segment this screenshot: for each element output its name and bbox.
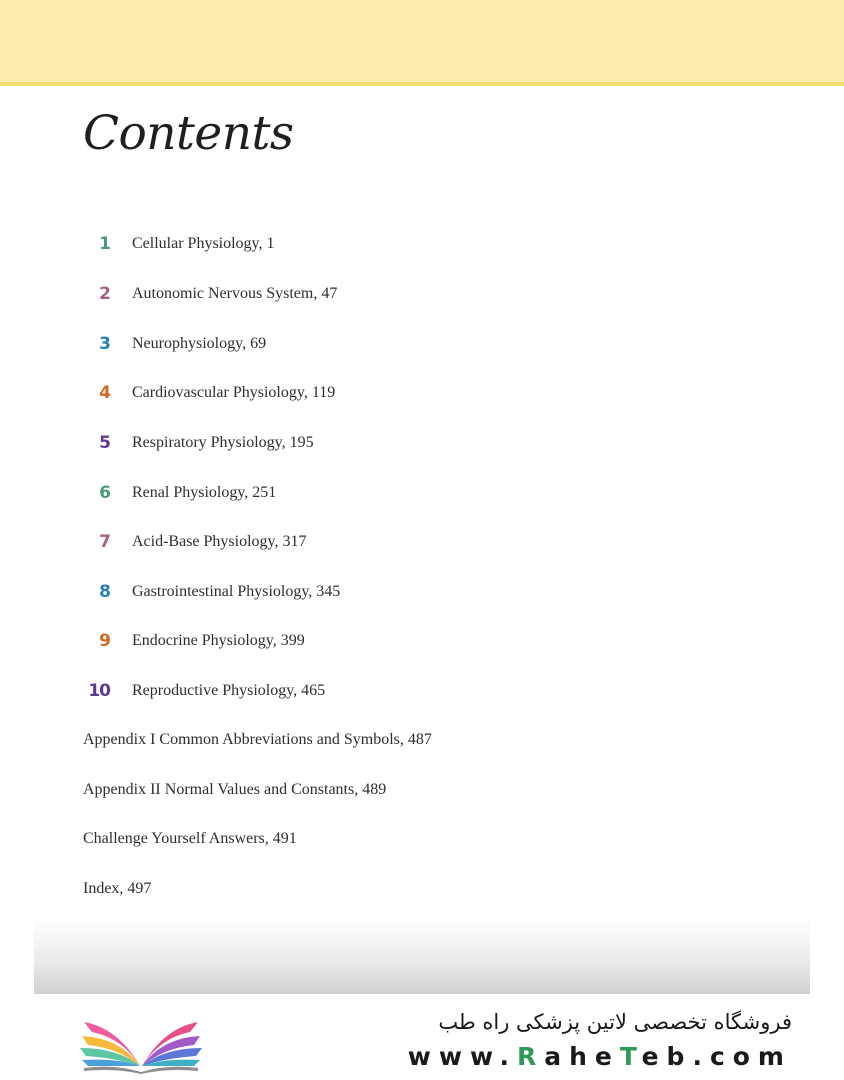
toc-chapter-7[interactable] xyxy=(80,528,307,556)
toc-appendix-2[interactable]: Appendix II Normal Values and Constants, 489 xyxy=(83,781,387,798)
chapter-title: Cellular Physiology, 1 xyxy=(132,235,275,252)
chapter-number: 10 xyxy=(88,681,110,701)
toc-chapter-3[interactable] xyxy=(80,330,266,358)
toc-chapter-4[interactable] xyxy=(80,379,335,407)
chapter-number: 4 xyxy=(99,383,110,403)
url-part: eb.com xyxy=(641,1042,792,1071)
toc-chapter-8[interactable] xyxy=(80,578,340,606)
toc-chapter-1[interactable] xyxy=(80,230,275,258)
chapter-number: 9 xyxy=(99,631,110,651)
chapter-title: Cardiovascular Physiology, 119 xyxy=(132,384,336,401)
chapter-number: 1 xyxy=(99,234,110,254)
url-part: ahe xyxy=(544,1042,620,1071)
book-logo-icon xyxy=(78,1008,204,1074)
store-url-link[interactable] xyxy=(408,1042,792,1071)
chapter-title: Gastrointestinal Physiology, 345 xyxy=(132,583,341,600)
toc-challenge-answers[interactable]: Challenge Yourself Answers, 491 xyxy=(83,830,297,847)
chapter-title: Renal Physiology, 251 xyxy=(132,484,277,501)
toc-chapter-6[interactable] xyxy=(80,479,276,507)
page-bottom-shadow xyxy=(34,918,810,994)
url-part-highlight: R xyxy=(516,1042,545,1071)
store-name: فروشگاه تخصصی لاتین پزشکی راه طب xyxy=(438,1010,792,1034)
toc-chapter-2[interactable] xyxy=(80,280,337,308)
chapter-number: 7 xyxy=(99,532,110,552)
chapter-number: 5 xyxy=(99,433,110,453)
page-title: Contents xyxy=(83,106,294,161)
toc-index[interactable]: Index, 497 xyxy=(83,880,152,897)
toc-chapter-9[interactable] xyxy=(80,627,305,655)
url-part-highlight: T xyxy=(619,1042,642,1071)
chapter-number: 8 xyxy=(99,582,110,602)
toc-chapter-10[interactable] xyxy=(80,677,325,705)
chapter-number: 3 xyxy=(99,334,110,354)
chapter-title: Neurophysiology, 69 xyxy=(132,335,267,352)
chapter-number: 2 xyxy=(99,284,110,304)
toc-chapter-5[interactable] xyxy=(80,429,314,457)
chapter-title: Autonomic Nervous System, 47 xyxy=(132,285,338,302)
toc-appendix-1[interactable]: Appendix I Common Abbreviations and Symbols, 487 xyxy=(83,731,432,748)
chapter-number: 6 xyxy=(99,483,110,503)
chapter-title: Acid-Base Physiology, 317 xyxy=(132,533,307,550)
chapter-title: Respiratory Physiology, 195 xyxy=(132,434,314,451)
chapter-title: Endocrine Physiology, 399 xyxy=(132,632,305,649)
header-band xyxy=(0,0,844,86)
url-part: www. xyxy=(407,1042,517,1071)
chapter-title: Reproductive Physiology, 465 xyxy=(132,682,326,699)
